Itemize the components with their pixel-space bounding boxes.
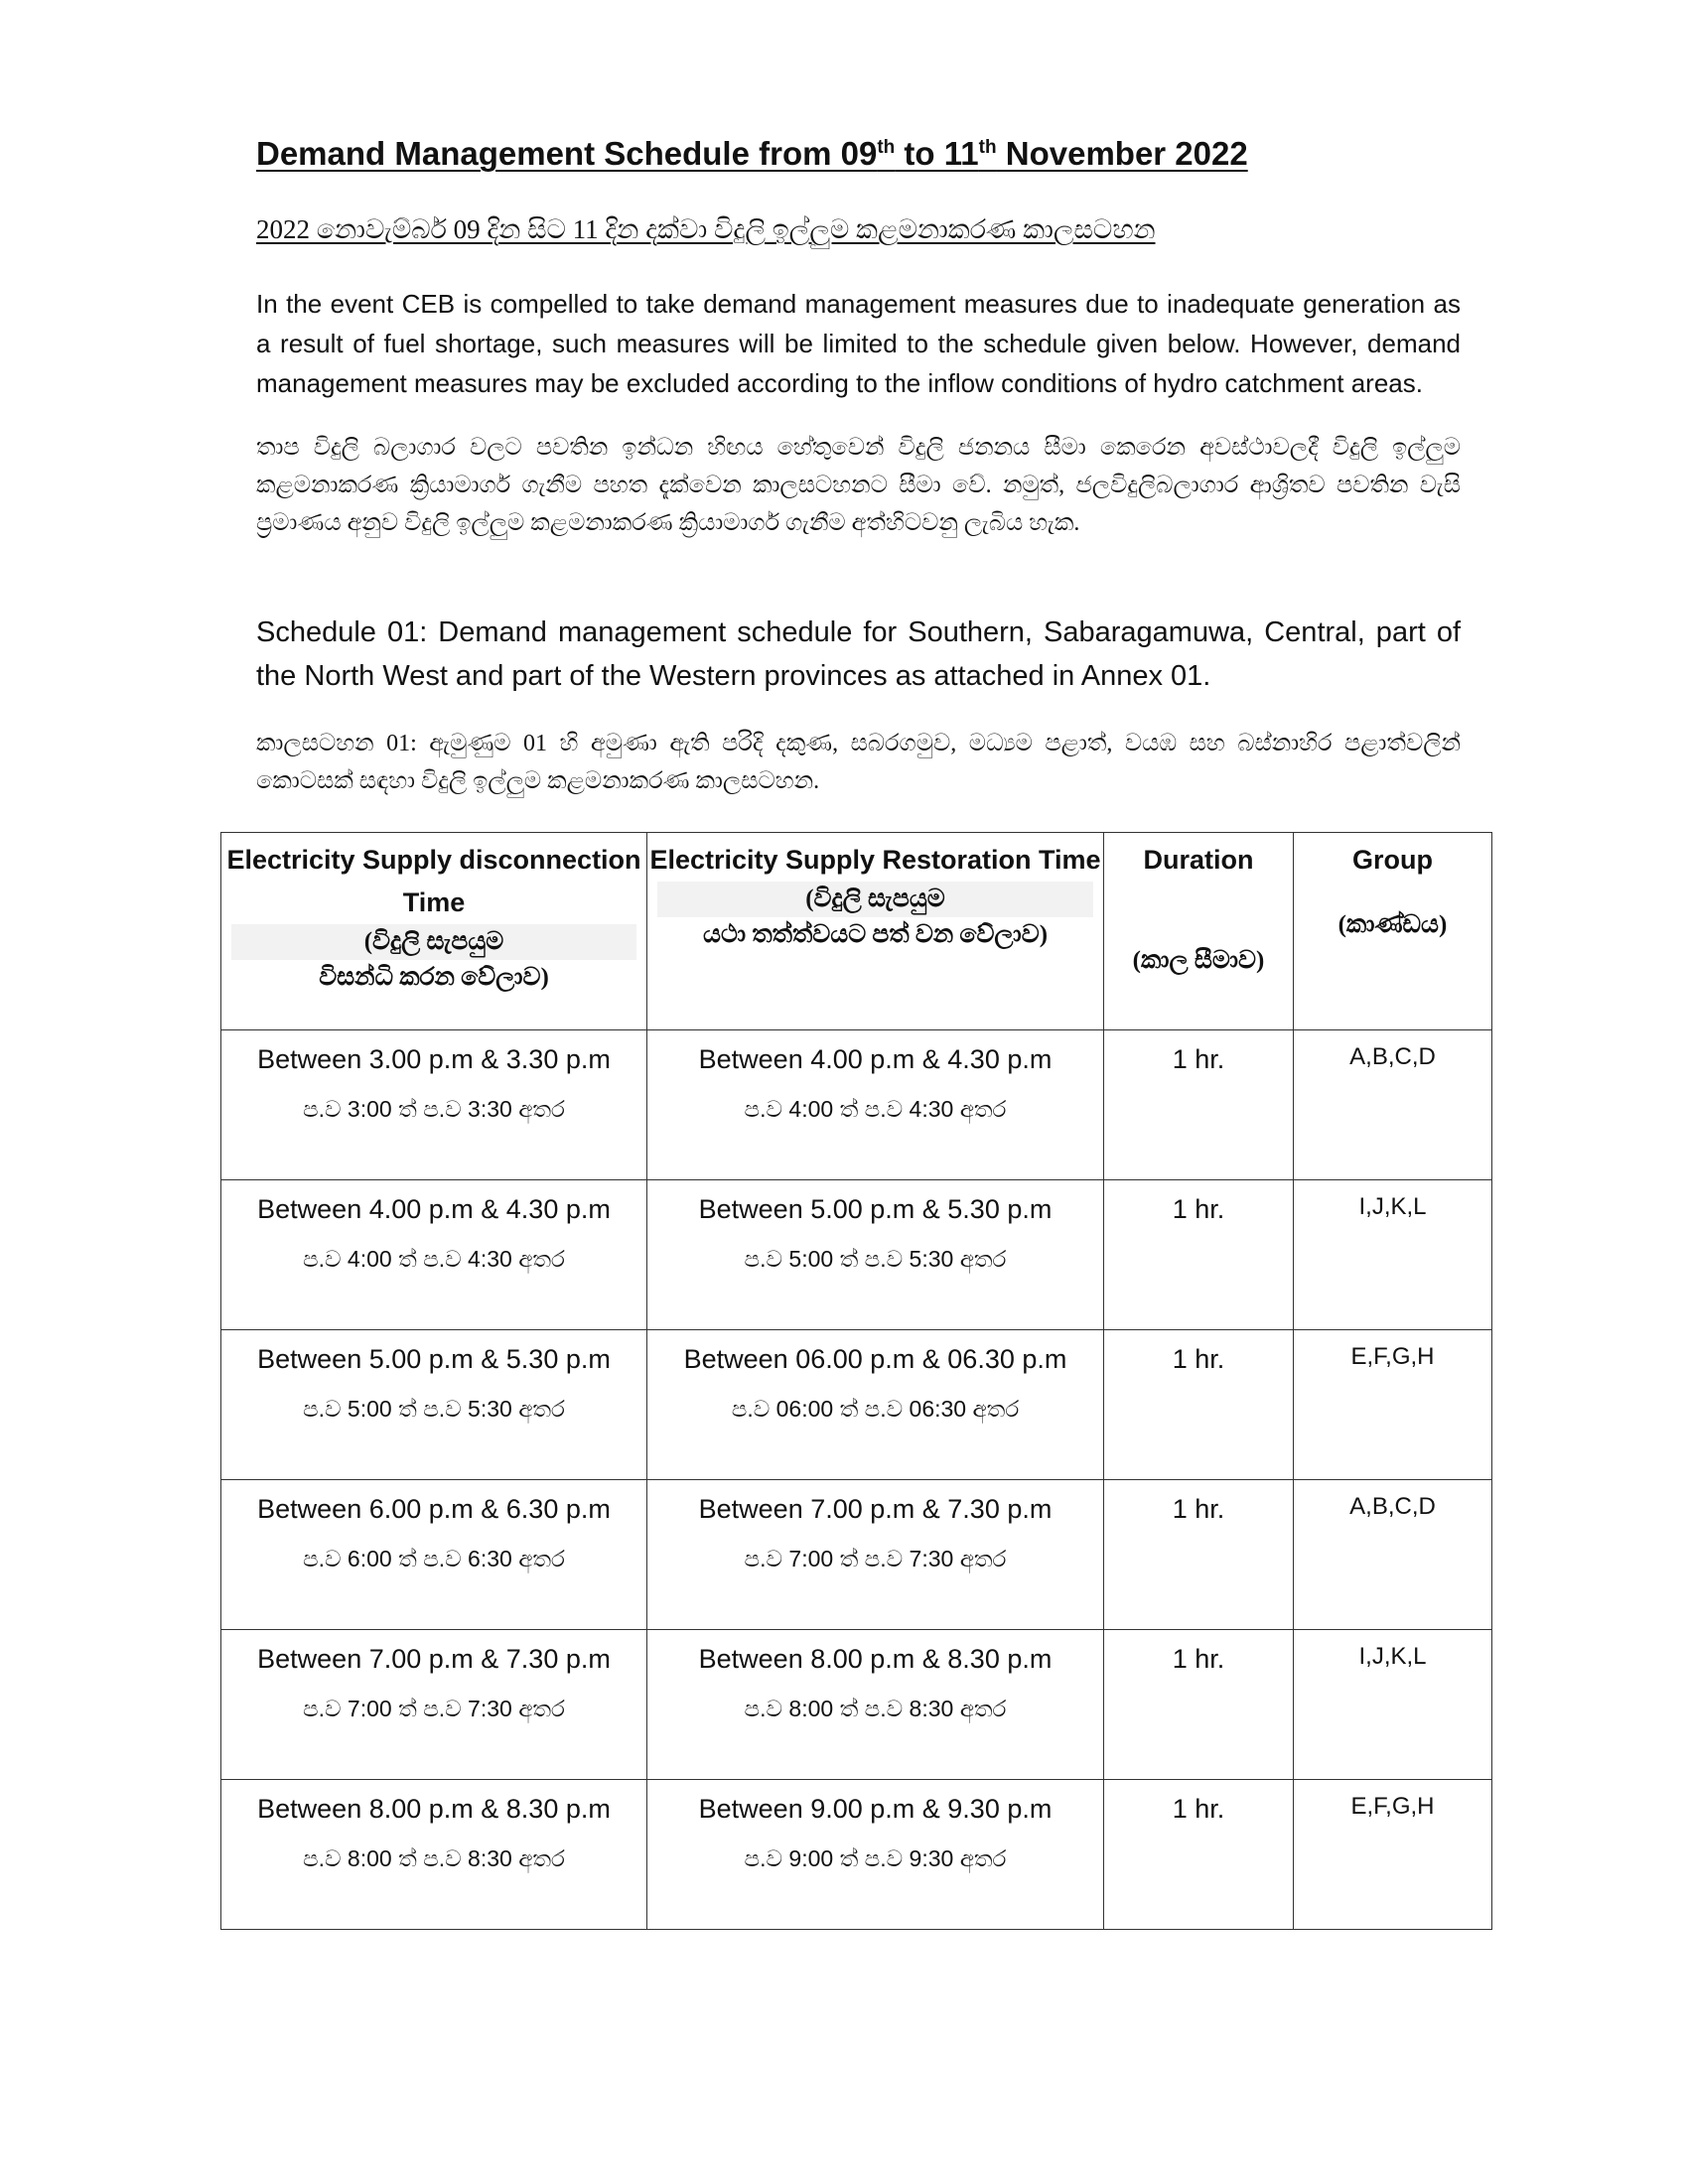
restoration-cell	[647, 1480, 1104, 1630]
restoration-cell	[647, 1780, 1104, 1930]
group-cell	[1294, 1180, 1492, 1330]
disconnection-time-si: ප.ව 5:00 ත් ප.ව 5:30 අතර	[303, 1396, 565, 1422]
table-row	[221, 1330, 1492, 1480]
disconnection-time-en: Between 3.00 p.m & 3.30 p.m	[257, 1044, 611, 1074]
header-restoration-time	[647, 833, 1104, 1030]
restoration-time-si: ප.ව 8:00 ත් ප.ව 8:30 අතර	[744, 1696, 1007, 1721]
header-group	[1294, 833, 1492, 1030]
header-group-en: Group	[1352, 845, 1433, 875]
restoration-time-en: Between 7.00 p.m & 7.30 p.m	[698, 1494, 1053, 1524]
title-superscript-2: th	[978, 137, 997, 158]
group-value: E,F,G,H	[1350, 1793, 1435, 1820]
table-row	[221, 1030, 1492, 1180]
document-title-sinhala: 2022 නොවැම්බර් 09 දින සිට 11 දින දක්වා විදුලි ඉල්ලුම කළමනාකරණ කාලසටහන	[256, 214, 1156, 244]
group-value: I,J,K,L	[1358, 1193, 1427, 1220]
header-duration-en: Duration	[1143, 845, 1254, 875]
schedule-description-english: Schedule 01: Demand management schedule for Southern, Sabaragamuwa, Central, part of the North West and part of the Western provinces as attached in Annex 01.	[256, 616, 1461, 692]
disconnection-time-si: ප.ව 3:00 ත් ප.ව 3:30 අතර	[303, 1096, 565, 1122]
group-cell	[1294, 1480, 1492, 1630]
duration-value: 1 hr.	[1172, 1644, 1225, 1674]
disconnection-cell	[221, 1030, 647, 1180]
header-restoration-si-line2: යථා තත්ත්වයට පත් වන වේලාව)	[702, 921, 1049, 948]
restoration-time-si: ප.ව 7:00 ත් ප.ව 7:30 අතර	[744, 1546, 1007, 1571]
schedule-description-sinhala: කාලසටහන 01: ඇමුණුම 01 හි අමුණා ඇති පරිදි දකුණ, සබරගමුව, මධ්‍යම පළාත්, වයඹ සහ බස්නාහිර පළාත්වලින් කොටසක් සඳහා විදුලි ඉල්ලුම කළමනාකරණ කාලසටහන.	[256, 731, 1461, 794]
table-row	[221, 1630, 1492, 1780]
title-prefix: Demand Management Schedule from 09	[256, 135, 878, 172]
restoration-time-si: ප.ව 4:00 ත් ප.ව 4:30 අතර	[744, 1096, 1007, 1122]
restoration-time-si: ප.ව 06:00 ත් ප.ව 06:30 අතර	[731, 1396, 1020, 1422]
header-disconnection-en: Electricity Supply disconnection Time	[226, 845, 641, 917]
duration-cell	[1104, 1330, 1294, 1480]
header-disconnection-si-line1: (විදුලි සැපයුම	[231, 924, 636, 960]
restoration-cell	[647, 1030, 1104, 1180]
header-disconnection-si-line2: විසන්ධි කරන වේලාව)	[319, 964, 549, 991]
header-duration	[1104, 833, 1294, 1030]
restoration-cell	[647, 1630, 1104, 1780]
duration-value: 1 hr.	[1172, 1194, 1225, 1224]
disconnection-time-si: ප.ව 8:00 ත් ප.ව 8:30 අතර	[303, 1845, 565, 1871]
duration-cell	[1104, 1780, 1294, 1930]
duration-value: 1 hr.	[1172, 1344, 1225, 1374]
disconnection-time-en: Between 7.00 p.m & 7.30 p.m	[257, 1644, 611, 1674]
table-row	[221, 1780, 1492, 1930]
title-superscript-1: th	[877, 137, 896, 158]
duration-value: 1 hr.	[1172, 1044, 1225, 1074]
disconnection-cell	[221, 1330, 647, 1480]
restoration-time-en: Between 5.00 p.m & 5.30 p.m	[698, 1194, 1053, 1224]
schedule-table	[220, 832, 1492, 1930]
duration-value: 1 hr.	[1172, 1494, 1225, 1524]
duration-cell	[1104, 1480, 1294, 1630]
restoration-time-en: Between 8.00 p.m & 8.30 p.m	[698, 1644, 1053, 1674]
restoration-time-si: ප.ව 5:00 ත් ප.ව 5:30 අතර	[744, 1246, 1007, 1272]
group-value: I,J,K,L	[1358, 1643, 1427, 1670]
disconnection-cell	[221, 1480, 647, 1630]
group-value: A,B,C,D	[1349, 1043, 1436, 1070]
header-restoration-si-line1: (විදුලි සැපයුම	[657, 882, 1093, 917]
restoration-cell	[647, 1330, 1104, 1480]
intro-paragraph-english: In the event CEB is compelled to take demand management measures due to inadequate generation as a result of fuel shortage, such measures will be limited to the schedule given below. However, demand management measures may be excluded according to the inflow conditions of hydro catchment areas.	[256, 289, 1461, 398]
table-row	[221, 1480, 1492, 1630]
group-cell	[1294, 1630, 1492, 1780]
header-disconnection-time	[221, 833, 647, 1030]
group-value: A,B,C,D	[1349, 1493, 1436, 1520]
duration-cell	[1104, 1030, 1294, 1180]
duration-cell	[1104, 1630, 1294, 1780]
duration-cell	[1104, 1180, 1294, 1330]
disconnection-time-si: ප.ව 4:00 ත් ප.ව 4:30 අතර	[303, 1246, 565, 1272]
group-cell	[1294, 1330, 1492, 1480]
disconnection-time-en: Between 4.00 p.m & 4.30 p.m	[257, 1194, 611, 1224]
restoration-time-si: ප.ව 9:00 ත් ප.ව 9:30 අතර	[744, 1845, 1007, 1871]
title-suffix: November 2022	[996, 135, 1248, 172]
title-middle: to 11	[895, 135, 979, 172]
document-title	[256, 135, 1248, 173]
disconnection-time-si: ප.ව 7:00 ත් ප.ව 7:30 අතර	[303, 1696, 565, 1721]
group-cell	[1294, 1030, 1492, 1180]
restoration-time-en: Between 9.00 p.m & 9.30 p.m	[698, 1794, 1053, 1824]
table-header-row	[221, 833, 1492, 1030]
intro-paragraph-sinhala: තාප විදුලි බලාගාර වලට පවතින ඉන්ධන හිඟය හේතුවෙන් විදුලි ජනනය සීමා කෙරෙන අවස්ථාවලදී විදුලි ඉල්ලුම කළමනාකරණ ක්‍රියාමාර්ග ගැනීම පහත දැක්වෙන කාලසටහනට සීමා වේ. නමුත්, ජලවිදුලිබලාගාර ආශ්‍රිතව පවතින වැසි ප්‍රමාණය අනුව විදුලි ඉල්ලුම කළමනාකරණ ක්‍රියාමාර්ග ගැනීම අත්හිටවනු ලැබිය හැක.	[256, 435, 1461, 536]
duration-value: 1 hr.	[1172, 1794, 1225, 1824]
group-value: E,F,G,H	[1350, 1343, 1435, 1370]
disconnection-time-en: Between 8.00 p.m & 8.30 p.m	[257, 1794, 611, 1824]
header-restoration-en: Electricity Supply Restoration Time	[649, 845, 1101, 875]
disconnection-time-si: ප.ව 6:00 ත් ප.ව 6:30 අතර	[303, 1546, 565, 1571]
disconnection-time-en: Between 5.00 p.m & 5.30 p.m	[257, 1344, 611, 1374]
disconnection-cell	[221, 1780, 647, 1930]
restoration-time-en: Between 4.00 p.m & 4.30 p.m	[698, 1044, 1053, 1074]
header-group-si: (කාණ්ඩය)	[1337, 911, 1448, 938]
restoration-cell	[647, 1180, 1104, 1330]
disconnection-time-en: Between 6.00 p.m & 6.30 p.m	[257, 1494, 611, 1524]
restoration-time-en: Between 06.00 p.m & 06.30 p.m	[683, 1344, 1067, 1374]
table-row	[221, 1180, 1492, 1330]
header-duration-si: (කාල සීමාව)	[1132, 947, 1265, 974]
disconnection-cell	[221, 1180, 647, 1330]
group-cell	[1294, 1780, 1492, 1930]
disconnection-cell	[221, 1630, 647, 1780]
